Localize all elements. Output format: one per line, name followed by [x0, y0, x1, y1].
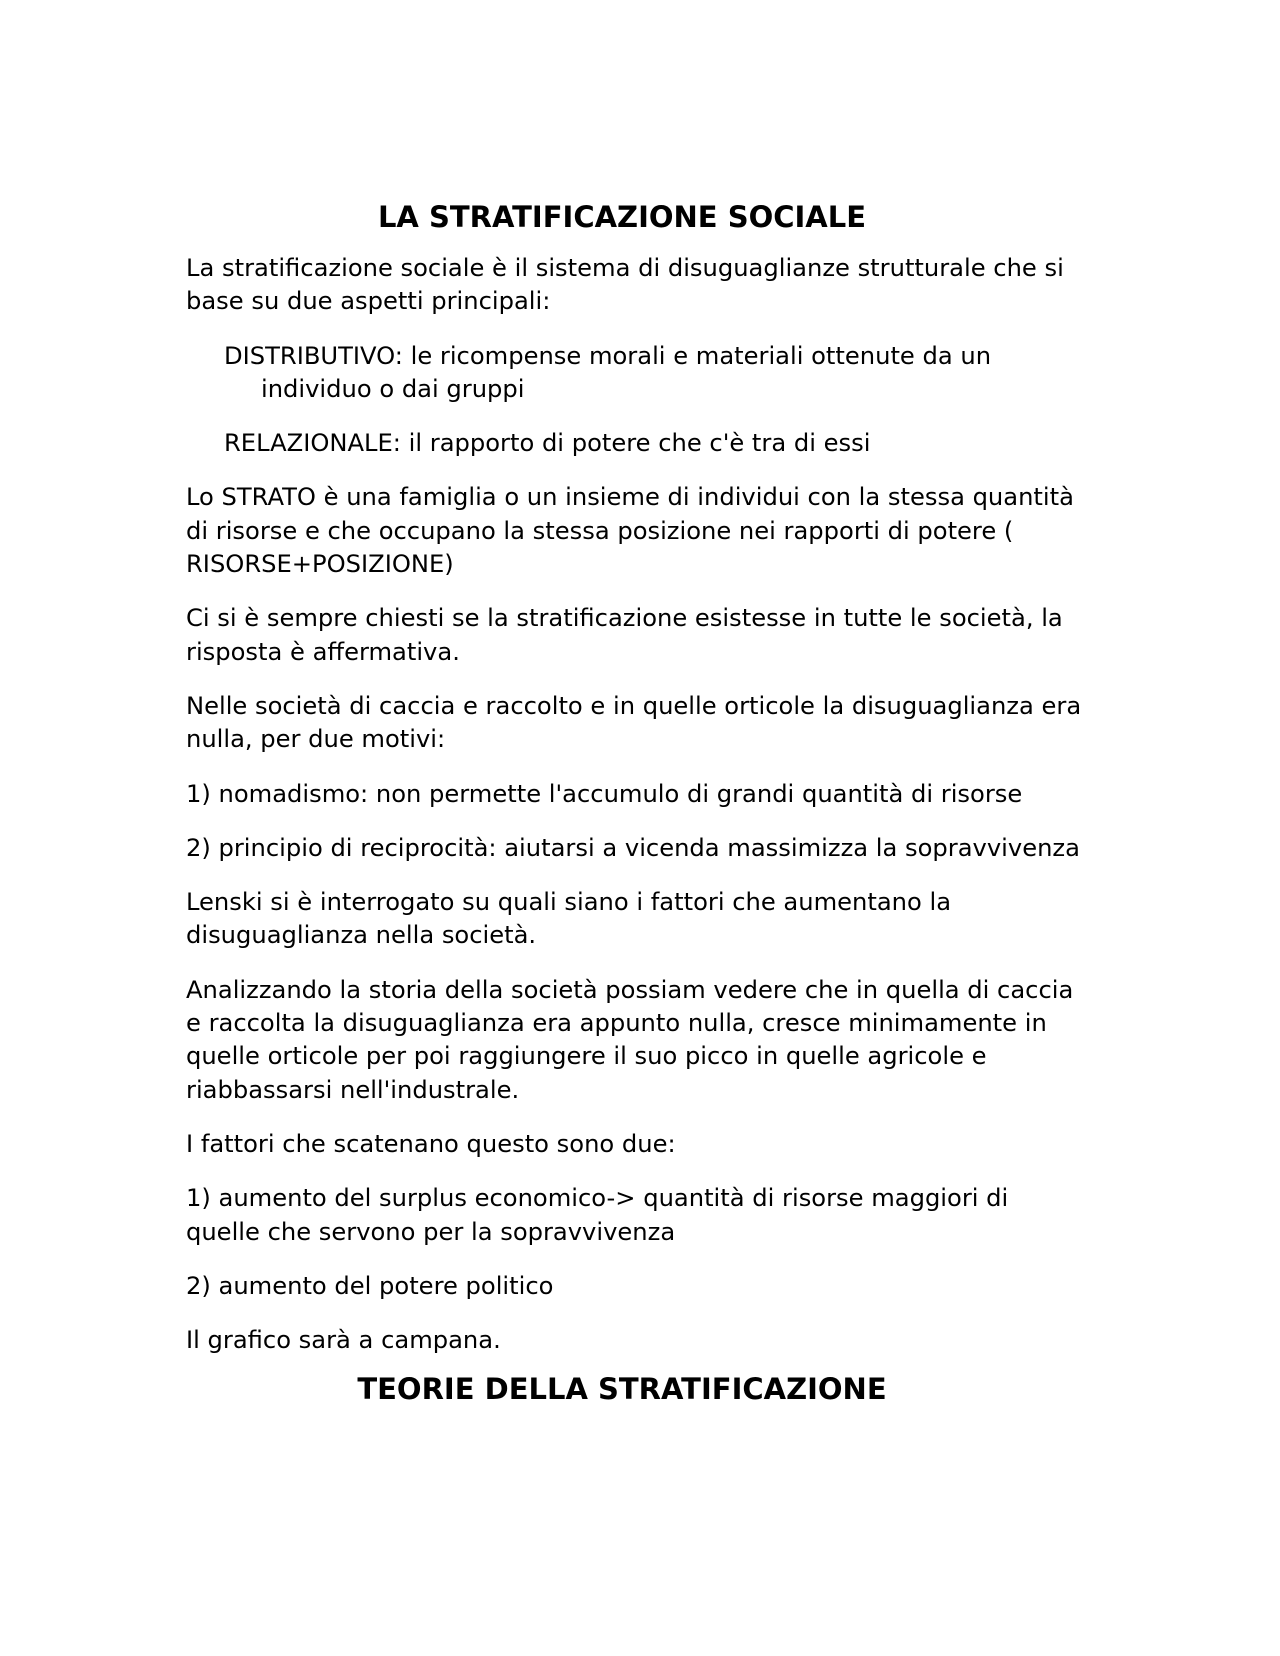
paragraph-strato: Lo STRATO è una famiglia o un insieme di individui con la stessa quantità di risorse e che occupano la stessa posizione nei rapporti di potere ( RISORSE+POSIZIONE) [186, 483, 1074, 579]
list-item-surplus: 1) aumento del surplus economico-> quantità di risorse maggiori di quelle che servono per la sopravvivenza [186, 1184, 1009, 1246]
aspect-relazionale: RELAZIONALE: il rapporto di potere che c'è tra di essi [224, 429, 871, 458]
paragraph-grafico: Il grafico sarà a campana. [186, 1326, 501, 1355]
paragraph-lenski: Lenski si è interrogato su quali siano i fattori che aumentano la disuguaglianza nella società. [186, 888, 952, 950]
paragraph-question: Ci si è sempre chiesti se la stratificazione esistesse in tutte le società, la risposta è affermativa. [186, 604, 1063, 666]
aspect-distributivo: DISTRIBUTIVO: le ricompense morali e materiali ottenute da un individuo o dai gruppi [224, 341, 992, 403]
list-item-nomadismo: 1) nomadismo: non permette l'accumulo di grandi quantità di risorse [186, 779, 1023, 808]
list-item-potere: 2) aumento del potere politico [186, 1271, 554, 1300]
paragraph-fattori: I fattori che scatenano questo sono due: [186, 1129, 676, 1158]
intro-paragraph: La stratificazione sociale è il sistema di disuguaglianze strutturale che si base su due aspetti principali: [186, 254, 1064, 316]
paragraph-storia: Analizzando la storia della società possiam vedere che in quella di caccia e raccolta la disuguaglianza era appunto nulla, cresce minimamente in quelle orticole per poi raggiungere il suo picco in quelle agricole e riabbassarsi nell'industrale. [186, 975, 1074, 1104]
section-title: TEORIE DELLA STRATIFICAZIONE [357, 1372, 887, 1407]
paragraph-caccia: Nelle società di caccia e raccolto e in quelle orticole la disuguaglianza era nulla, per due motivi: [186, 691, 1082, 754]
list-item-reciprocita: 2) principio di reciprocità: aiutarsi a vicenda massimizza la sopravvivenza [186, 833, 1080, 862]
page-title: LA STRATIFICAZIONE SOCIALE [377, 200, 867, 234]
document-page [186, 188, 1086, 1411]
